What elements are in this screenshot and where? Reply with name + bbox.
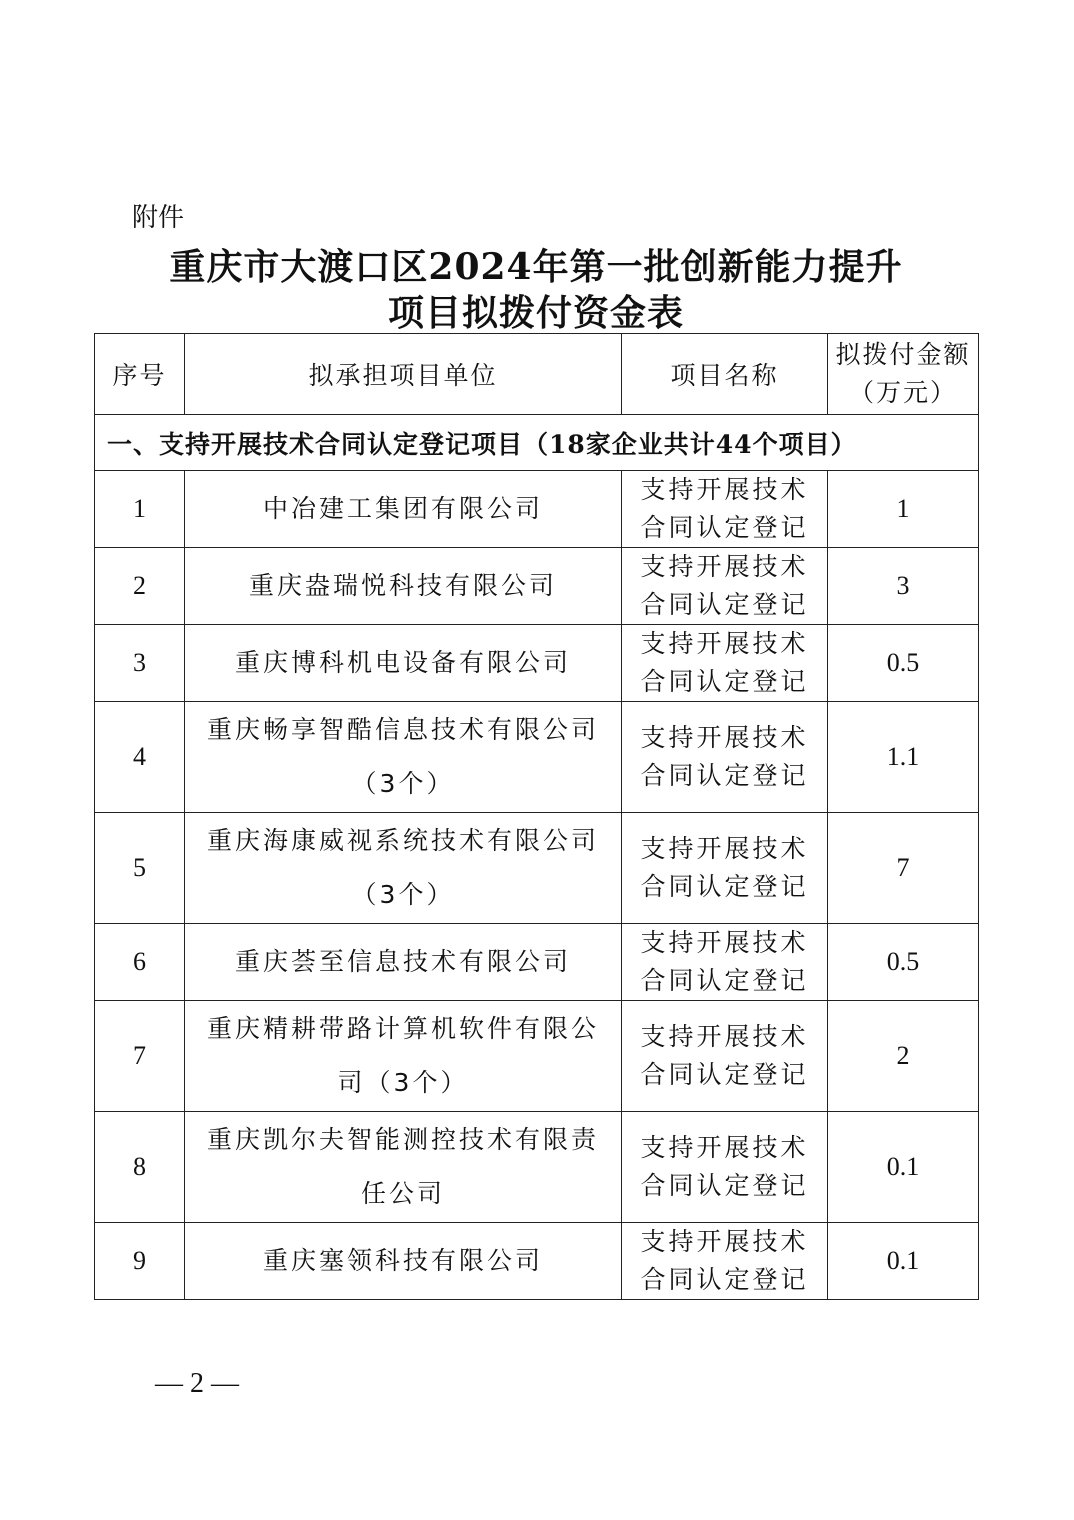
table-row [95,1112,979,1223]
document-title-line-2: 项目拟拨付资金表 [387,292,684,334]
document-title-line-1: 重庆市大渡口区2024年第一批创新能力提升 [169,246,903,288]
row-unit: 重庆海康威视系统技术有限公司（3个） [185,813,622,924]
row-seq: 2 [95,548,185,625]
row-seq: 6 [95,924,185,1001]
row-amount: 0.1 [828,1112,979,1223]
row-amount: 7 [828,813,979,924]
row-unit: 重庆荟至信息技术有限公司 [185,924,622,1001]
row-unit: 重庆塞领科技有限公司 [185,1223,622,1300]
row-seq: 8 [95,1112,185,1223]
row-seq: 5 [95,813,185,924]
row-project: 支持开展技术合同认定登记 [622,1001,828,1112]
row-unit: 重庆博科机电设备有限公司 [185,625,622,702]
row-project: 支持开展技术合同认定登记 [622,548,828,625]
table-row [95,471,979,548]
row-unit: 重庆畅享智酷信息技术有限公司（3个） [185,702,622,813]
table-row [95,924,979,1001]
row-seq: 4 [95,702,185,813]
table-row [95,702,979,813]
row-seq: 3 [95,625,185,702]
document-title [94,244,978,336]
header-project: 项目名称 [622,334,828,415]
row-project: 支持开展技术合同认定登记 [622,924,828,1001]
table-row [95,1223,979,1300]
attachment-label: 附件 [132,203,185,233]
header-unit: 拟承担项目单位 [185,334,622,415]
table-row [95,813,979,924]
row-unit: 重庆凯尔夫智能测控技术有限责任公司 [185,1112,622,1223]
row-seq: 9 [95,1223,185,1300]
row-project: 支持开展技术合同认定登记 [622,702,828,813]
funding-table [94,333,979,1300]
row-seq: 1 [95,471,185,548]
section-title: 一、支持开展技术合同认定登记项目（18家企业共计44个项目） [95,415,979,471]
row-unit: 中冶建工集团有限公司 [185,471,622,548]
row-project: 支持开展技术合同认定登记 [622,1223,828,1300]
table-row [95,1001,979,1112]
header-amount: 拟拨付金额（万元） [828,334,979,415]
header-seq: 序号 [95,334,185,415]
row-amount: 1 [828,471,979,548]
section-row [95,415,979,471]
row-amount: 0.5 [828,625,979,702]
row-unit: 重庆精耕带路计算机软件有限公司（3个） [185,1001,622,1112]
row-amount: 0.1 [828,1223,979,1300]
row-amount: 1.1 [828,702,979,813]
row-unit: 重庆盎瑞悦科技有限公司 [185,548,622,625]
row-project: 支持开展技术合同认定登记 [622,813,828,924]
row-project: 支持开展技术合同认定登记 [622,1112,828,1223]
row-amount: 2 [828,1001,979,1112]
table-row [95,548,979,625]
table-header-row [95,334,979,415]
row-project: 支持开展技术合同认定登记 [622,625,828,702]
row-project: 支持开展技术合同认定登记 [622,471,828,548]
table-row [95,625,979,702]
page-number: — 2 — [155,1368,239,1399]
row-seq: 7 [95,1001,185,1112]
row-amount: 3 [828,548,979,625]
row-amount: 0.5 [828,924,979,1001]
